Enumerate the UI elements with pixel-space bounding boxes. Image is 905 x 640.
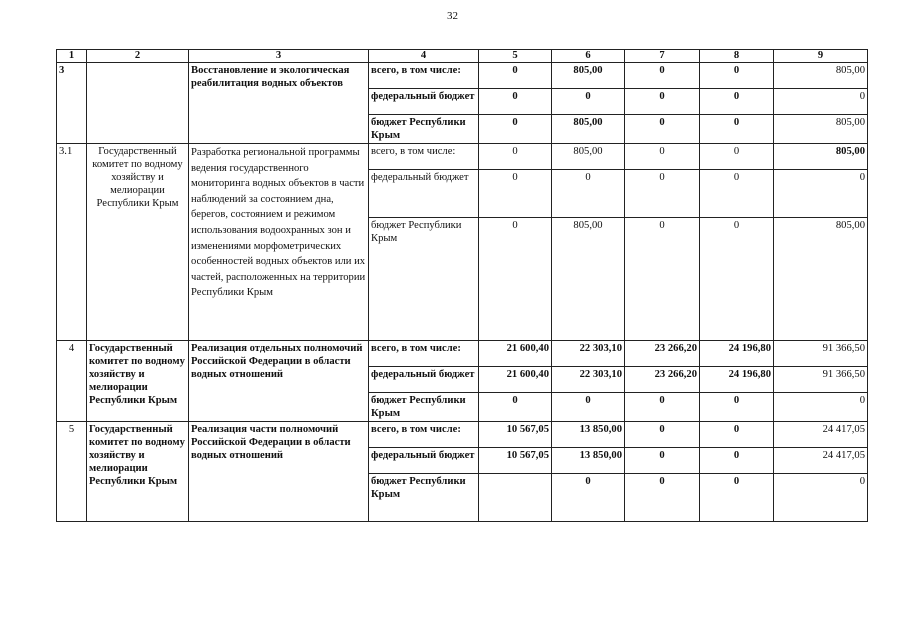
value-cell: 0 xyxy=(700,422,774,448)
value-cell: 91 366,50 xyxy=(774,367,868,393)
source-label: бюджет Республики Крым xyxy=(369,115,479,144)
value-cell: 0 xyxy=(625,170,700,218)
value-cell: 24 196,80 xyxy=(700,341,774,367)
organization-cell: Государственный комитет по водному хозяйству и мелиорации Республики Крым xyxy=(87,144,189,341)
value-cell: 0 xyxy=(625,115,700,144)
value-cell: 13 850,00 xyxy=(552,448,625,474)
value-cell: 805,00 xyxy=(774,115,868,144)
value-cell: 805,00 xyxy=(774,63,868,89)
measure-description: Восстановление и экологическая реабилитация водных объектов xyxy=(189,63,369,144)
source-label: федеральный бюджет xyxy=(369,170,479,218)
source-label: бюджет Республики Крым xyxy=(369,393,479,422)
value-cell: 0 xyxy=(625,448,700,474)
value-cell: 24 417,05 xyxy=(774,422,868,448)
measure-description: Разработка региональной программы ведения государственного мониторинга водных объектов в части наблюдений за состоянием дна, берегов, состоянием и режимом использования водоохранных зон и изменениями морфометрических особенностей водных объектов или их частей, расположенных на территории Республики Крым xyxy=(189,144,369,341)
value-cell: 0 xyxy=(625,144,700,170)
value-cell: 21 600,40 xyxy=(479,367,552,393)
value-cell: 0 xyxy=(625,218,700,341)
budget-table xyxy=(56,49,868,522)
source-label: всего, в том числе: xyxy=(369,144,479,170)
row-number: 3.1 xyxy=(57,144,87,341)
value-cell: 0 xyxy=(552,89,625,115)
header-cell: 3 xyxy=(189,50,369,63)
row-number: 4 xyxy=(57,341,87,422)
value-cell: 24 417,05 xyxy=(774,448,868,474)
value-cell: 805,00 xyxy=(552,218,625,341)
source-label: федеральный бюджет xyxy=(369,89,479,115)
value-cell: 0 xyxy=(700,474,774,522)
header-cell: 4 xyxy=(369,50,479,63)
value-cell: 805,00 xyxy=(774,144,868,170)
value-cell: 0 xyxy=(625,63,700,89)
value-cell: 10 567,05 xyxy=(479,448,552,474)
source-label: федеральный бюджет xyxy=(369,367,479,393)
table-row xyxy=(57,422,868,448)
value-cell: 0 xyxy=(479,218,552,341)
organization-cell: Государственный комитет по водному хозяйству и мелиорации Республики Крым xyxy=(87,341,189,422)
value-cell: 23 266,20 xyxy=(625,367,700,393)
value-cell: 0 xyxy=(479,115,552,144)
value-cell xyxy=(479,474,552,522)
value-cell: 0 xyxy=(552,393,625,422)
value-cell: 0 xyxy=(479,170,552,218)
value-cell: 0 xyxy=(774,89,868,115)
source-label: бюджет Республики Крым xyxy=(369,218,479,341)
header-cell: 5 xyxy=(479,50,552,63)
value-cell: 10 567,05 xyxy=(479,422,552,448)
source-label: федеральный бюджет xyxy=(369,448,479,474)
value-cell: 0 xyxy=(625,89,700,115)
value-cell: 0 xyxy=(700,144,774,170)
organization-cell xyxy=(87,63,189,144)
value-cell: 805,00 xyxy=(774,218,868,341)
source-label: всего, в том числе: xyxy=(369,63,479,89)
header-cell: 7 xyxy=(625,50,700,63)
page-number: 32 xyxy=(447,10,458,22)
value-cell: 0 xyxy=(552,170,625,218)
measure-description: Реализация отдельных полномочий Российской Федерации в области водных отношений xyxy=(189,341,369,422)
value-cell: 0 xyxy=(625,393,700,422)
value-cell: 0 xyxy=(479,89,552,115)
value-cell: 0 xyxy=(700,89,774,115)
source-label: бюджет Республики Крым xyxy=(369,474,479,522)
value-cell: 0 xyxy=(700,63,774,89)
value-cell: 0 xyxy=(479,393,552,422)
value-cell: 0 xyxy=(774,393,868,422)
table-row xyxy=(57,341,868,367)
header-cell: 8 xyxy=(700,50,774,63)
value-cell: 0 xyxy=(700,218,774,341)
value-cell: 13 850,00 xyxy=(552,422,625,448)
value-cell: 0 xyxy=(479,144,552,170)
value-cell: 22 303,10 xyxy=(552,367,625,393)
header-cell: 6 xyxy=(552,50,625,63)
header-cell: 1 xyxy=(57,50,87,63)
organization-cell: Государственный комитет по водному хозяйству и мелиорации Республики Крым xyxy=(87,422,189,522)
value-cell: 0 xyxy=(700,393,774,422)
value-cell: 0 xyxy=(700,170,774,218)
header-cell: 9 xyxy=(774,50,868,63)
measure-description: Реализация части полномочий Российской Федерации в области водных отношений xyxy=(189,422,369,522)
value-cell: 21 600,40 xyxy=(479,341,552,367)
value-cell: 0 xyxy=(700,115,774,144)
value-cell: 24 196,80 xyxy=(700,367,774,393)
source-label: всего, в том числе: xyxy=(369,341,479,367)
table-row xyxy=(57,63,868,89)
value-cell: 805,00 xyxy=(552,63,625,89)
value-cell: 0 xyxy=(479,63,552,89)
value-cell: 0 xyxy=(774,170,868,218)
row-number: 5 xyxy=(57,422,87,522)
value-cell: 0 xyxy=(625,422,700,448)
value-cell: 23 266,20 xyxy=(625,341,700,367)
table-row xyxy=(57,144,868,170)
value-cell: 22 303,10 xyxy=(552,341,625,367)
header-row xyxy=(57,50,868,63)
value-cell: 0 xyxy=(625,474,700,522)
value-cell: 0 xyxy=(774,474,868,522)
value-cell: 805,00 xyxy=(552,115,625,144)
source-label: всего, в том числе: xyxy=(369,422,479,448)
value-cell: 0 xyxy=(700,448,774,474)
value-cell: 805,00 xyxy=(552,144,625,170)
value-cell: 0 xyxy=(552,474,625,522)
header-cell: 2 xyxy=(87,50,189,63)
value-cell: 91 366,50 xyxy=(774,341,868,367)
row-number: 3 xyxy=(57,63,87,144)
